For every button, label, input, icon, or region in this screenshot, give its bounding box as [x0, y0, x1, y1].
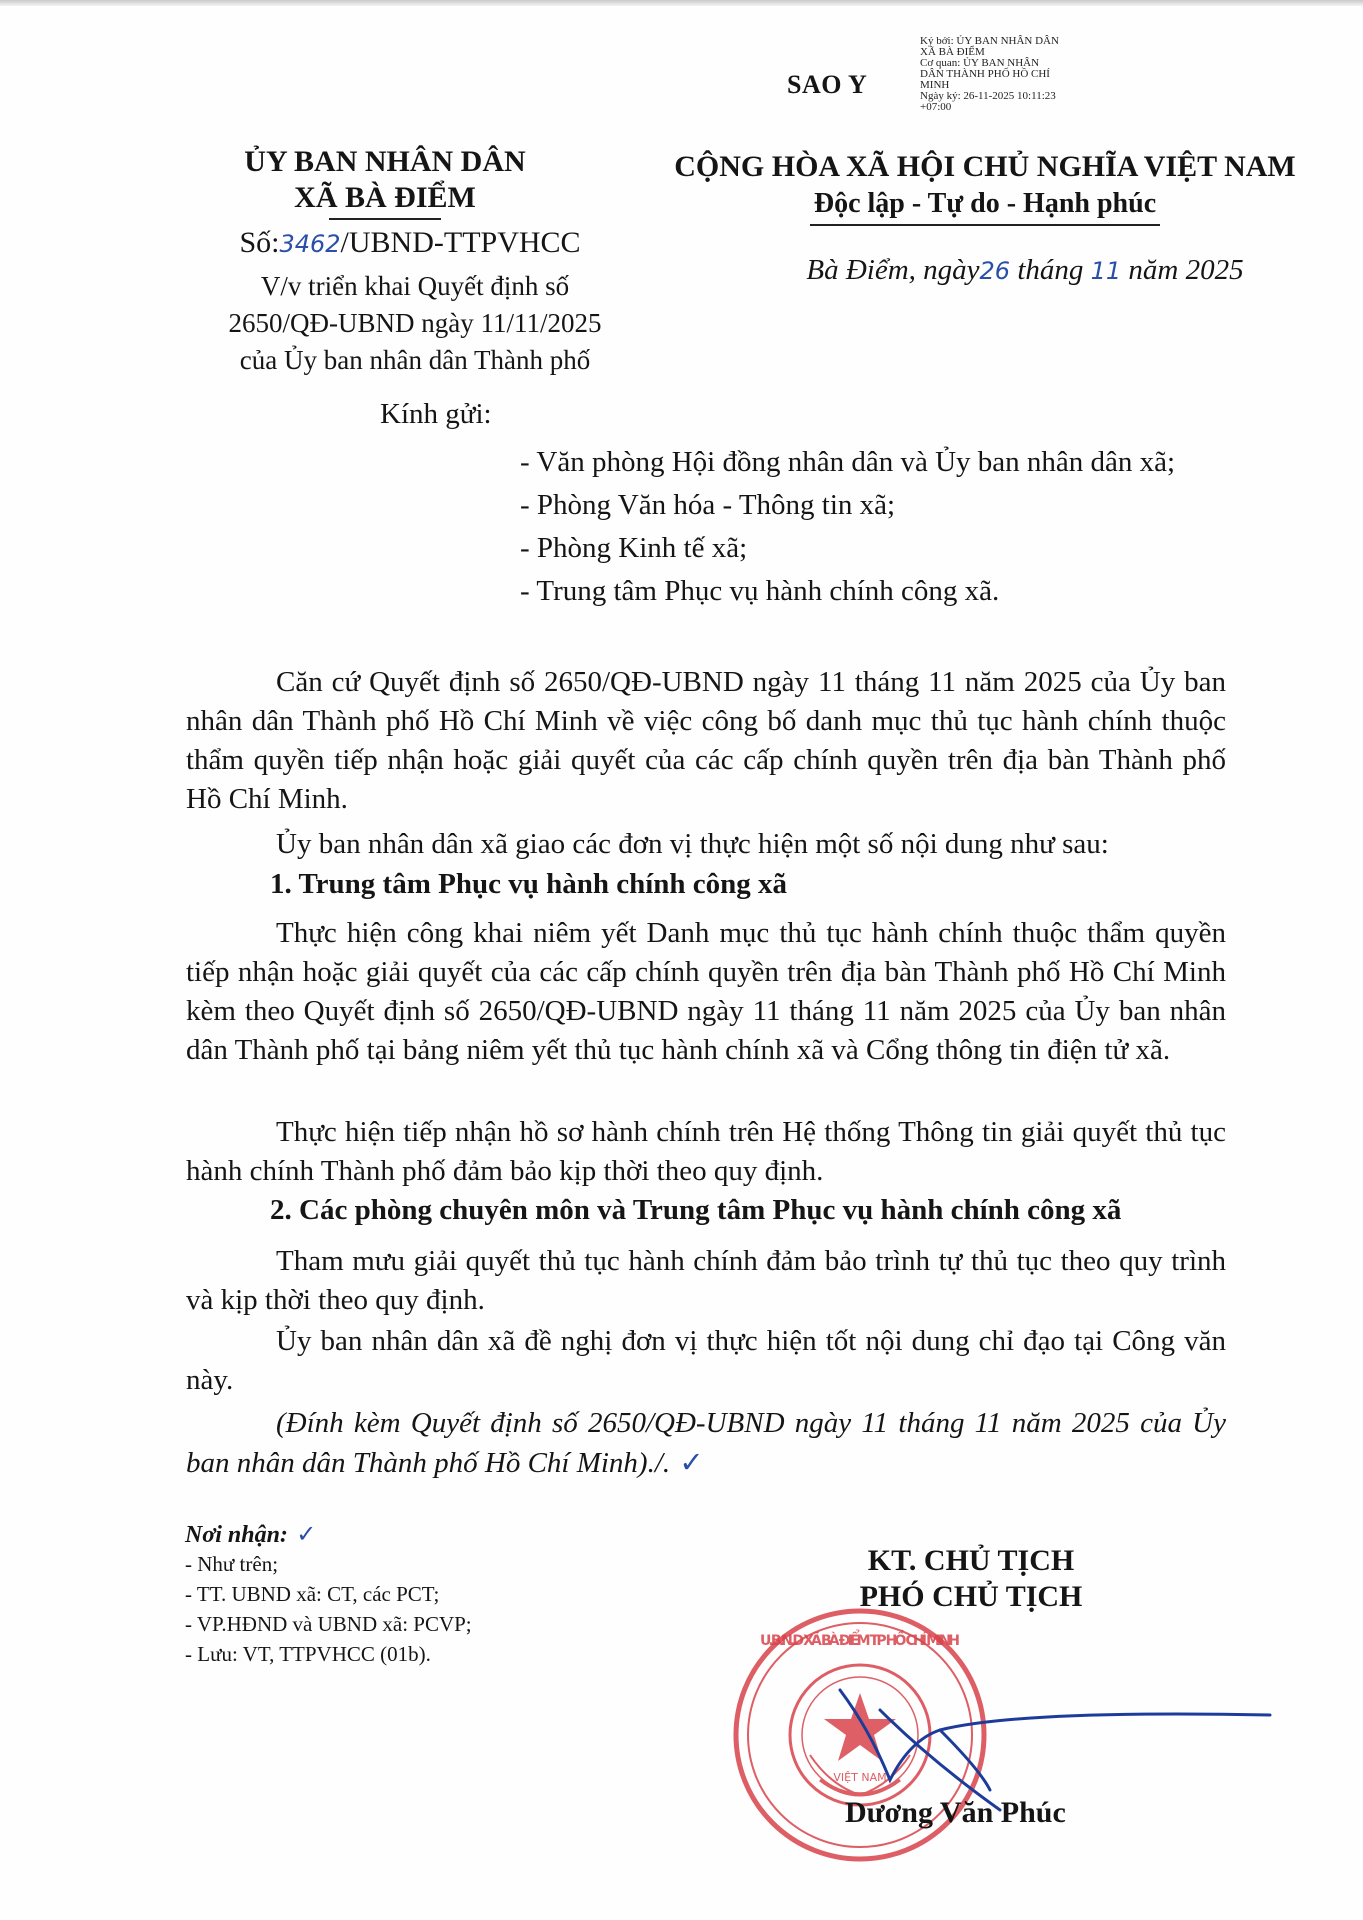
- month-label: tháng: [1017, 254, 1084, 286]
- seal-ring-text: U.B.N.D XÃ BÀ ĐIỂM TP HỒ CHÍ MINH: [760, 1633, 960, 1649]
- signature-authority: [828, 1544, 1114, 1614]
- paragraph-text: (Đính kèm Quyết định số 2650/QĐ-UBND ngày 11 tháng 11 năm 2025 của Ủy ban nhân dân Thành phố Hồ Chí Minh)./.: [186, 1407, 1226, 1479]
- distribution-item: - Như trên;: [185, 1552, 279, 1576]
- document-subject: [200, 268, 630, 379]
- scan-edge: [0, 0, 1363, 6]
- section-heading-1: 1. Trung tâm Phục vụ hành chính công xã: [270, 868, 788, 900]
- authority-line-1: KT. CHỦ TỊCH: [867, 1544, 1075, 1577]
- agency-underline: [329, 218, 441, 220]
- signer-name: Dương Văn Phúc: [845, 1796, 1066, 1829]
- authority-line-2: PHÓ CHỦ TỊCH: [859, 1580, 1083, 1613]
- paragraph-text: Ủy ban nhân dân xã đề nghị đơn vị thực hiện tốt nội dung chỉ đạo tại Công văn này.: [186, 1325, 1226, 1396]
- date-prefix: Bà Điểm, ngày: [806, 254, 980, 286]
- agency-line-2: DÂN THÀNH PHỐ HỒ CHÍ: [920, 68, 1050, 80]
- document-date: [745, 254, 1305, 287]
- recipient-item: - Trung tâm Phục vụ hành chính công xã.: [520, 575, 1000, 607]
- number-prefix: Số:: [239, 226, 280, 259]
- digital-signature-info: [920, 36, 1095, 113]
- subject-line-2: 2650/QĐ-UBND ngày 11/11/2025: [228, 308, 602, 338]
- sign-date-line-2: +07:00: [920, 101, 952, 113]
- distribution-item: - VP.HĐND và UBND xã: PCVP;: [185, 1612, 472, 1636]
- agency-name-line-1: ỦY BAN NHÂN DÂN: [244, 145, 526, 178]
- recipient-item: - Phòng Văn hóa - Thông tin xã;: [520, 489, 896, 521]
- attachment-note: [186, 1404, 1226, 1483]
- paragraph-text: Tham mưu giải quyết thủ tục hành chính đảm bảo trình tự thủ tục theo quy trình và kịp thời theo quy định.: [186, 1245, 1226, 1316]
- handwritten-month: 11: [1090, 257, 1122, 285]
- issuing-agency: [190, 144, 580, 220]
- seal-center-text: VIỆT NAM: [833, 1771, 887, 1784]
- recipient-item: - Phòng Kinh tế xã;: [520, 532, 748, 564]
- agency-line-1: Cơ quan: ỦY BAN NHÂN: [920, 57, 1040, 69]
- body-paragraph: [186, 1242, 1226, 1320]
- agency-line-3: MINH: [920, 79, 950, 91]
- distribution-title: [185, 1520, 316, 1549]
- handwritten-number: 3462: [279, 230, 341, 258]
- paragraph-text: Căn cứ Quyết định số 2650/QĐ-UBND ngày 11 tháng 11 năm 2025 của Ủy ban nhân dân Thành phố Hồ Chí Minh về việc công bố danh mục thủ tục hành chính thuộc thẩm quyền tiếp nhận hoặc giải quyết của các cấp chính quyền trên địa bàn Thành phố Hồ Chí Minh.: [186, 666, 1226, 815]
- body-paragraph: [186, 825, 1226, 864]
- signer-line-2: XÃ BÀ ĐIỂM: [920, 46, 985, 58]
- motto-underline: [810, 224, 1160, 226]
- nation-title: CỘNG HÒA XÃ HỘI CHỦ NGHĨA VIỆT NAM: [674, 150, 1296, 183]
- subject-line-3: của Ủy ban nhân dân Thành phố: [239, 345, 591, 375]
- national-header: [660, 150, 1310, 226]
- sign-date-line-1: Ngày ký: 26-11-2025 10:11:23: [920, 90, 1056, 102]
- distribution-title-text: Nơi nhận:: [185, 1522, 288, 1548]
- distribution-item: - TT. UBND xã: CT, các PCT;: [185, 1582, 440, 1606]
- handwritten-day: 26: [979, 257, 1011, 285]
- date-year: năm 2025: [1128, 254, 1244, 286]
- copy-stamp-label: SAO Y: [787, 70, 868, 99]
- signer-line-1: Ký bởi: ỦY BAN NHÂN DÂN: [920, 35, 1059, 47]
- agency-name-line-2: XÃ BÀ ĐIỂM: [294, 181, 476, 214]
- handwritten-initial-icon: ✓: [287, 1520, 317, 1548]
- number-suffix: /UBND-TTPVHCC: [340, 226, 581, 259]
- body-paragraph: [186, 914, 1226, 1070]
- section-heading-2: 2. Các phòng chuyên môn và Trung tâm Phục vụ hành chính công xã: [270, 1194, 1122, 1226]
- subject-line-1: V/v triển khai Quyết định số: [260, 271, 570, 301]
- national-motto: Độc lập - Tự do - Hạnh phúc: [813, 188, 1157, 219]
- body-paragraph: [186, 1322, 1226, 1400]
- document-number: [190, 226, 630, 260]
- paragraph-text: Thực hiện công khai niêm yết Danh mục thủ tục hành chính thuộc thẩm quyền tiếp nhận hoặc giải quyết của các cấp chính quyền trên địa bàn Thành phố Hồ Chí Minh kèm theo Quyết định số 2650/QĐ-UBND ngày 11 tháng 11 năm 2025 của Ủy ban nhân dân Thành phố tại bảng niêm yết thủ tục hành chính xã và Cổng thông tin điện tử xã.: [186, 917, 1226, 1066]
- paragraph-text: Ủy ban nhân dân xã giao các đơn vị thực hiện một số nội dung như sau:: [276, 828, 1109, 860]
- body-paragraph: [186, 663, 1226, 819]
- handwritten-mark-icon: ✓: [670, 1445, 704, 1479]
- paragraph-text: Thực hiện tiếp nhận hồ sơ hành chính trên Hệ thống Thông tin giải quyết thủ tục hành chính Thành phố đảm bảo kịp thời theo quy định.: [186, 1116, 1226, 1187]
- distribution-item: - Lưu: VT, TTPVHCC (01b).: [185, 1642, 431, 1666]
- body-paragraph: [186, 1113, 1226, 1191]
- greeting: Kính gửi:: [380, 398, 492, 430]
- recipient-item: - Văn phòng Hội đồng nhân dân và Ủy ban nhân dân xã;: [520, 446, 1176, 478]
